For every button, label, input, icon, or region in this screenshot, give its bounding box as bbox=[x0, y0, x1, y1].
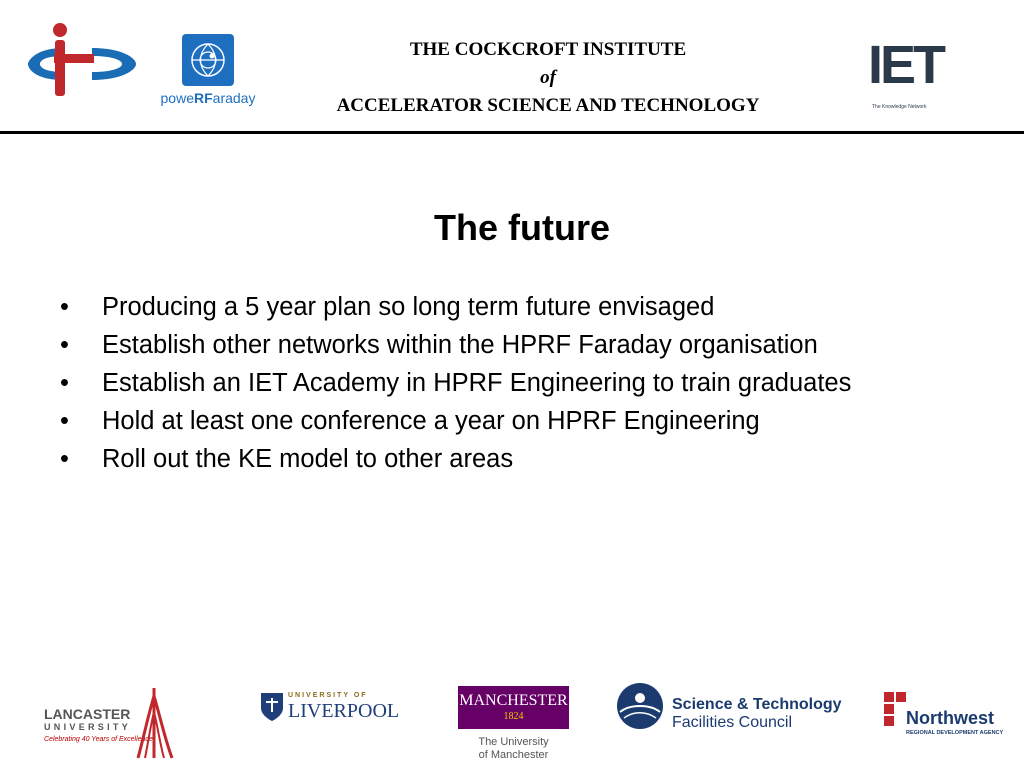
header bbox=[0, 0, 1024, 134]
bullet-text: Establish other networks within the HPRF Faraday organisation bbox=[102, 331, 818, 359]
bullet-icon: • bbox=[60, 369, 69, 397]
institute-title-line2: of bbox=[540, 67, 556, 88]
liverpool-name: LIVERPOOL bbox=[288, 700, 400, 722]
iet-mark: IET bbox=[868, 35, 944, 95]
bullet-text: Roll out the KE model to other areas bbox=[102, 445, 514, 473]
liverpool-university-logo bbox=[258, 690, 400, 726]
bullet-list bbox=[60, 288, 1000, 478]
list-item bbox=[60, 440, 1000, 478]
northwest-squares-icon bbox=[884, 692, 906, 726]
manchester-sub2: of Manchester bbox=[478, 749, 549, 761]
lancaster-name: LANCASTER bbox=[44, 706, 131, 722]
stfc-globe-icon bbox=[616, 682, 664, 730]
iet-logo bbox=[868, 35, 972, 116]
cockcroft-institute-logo bbox=[24, 22, 140, 102]
bullet-text: Establish an IET Academy in HPRF Engineering to train graduates bbox=[102, 369, 852, 397]
bullet-text: Producing a 5 year plan so long term future envisaged bbox=[102, 293, 715, 321]
liverpool-uni: UNIVERSITY OF bbox=[288, 692, 368, 699]
manchester-name: MANCHESTER bbox=[459, 692, 568, 709]
institute-title-line3: ACCELERATOR SCIENCE AND TECHNOLOGY bbox=[336, 95, 760, 116]
powerfaraday-logo bbox=[152, 34, 264, 110]
lancaster-uni: UNIVERSITY bbox=[44, 722, 132, 732]
northwest-rda-logo bbox=[884, 692, 1004, 738]
northwest-sub: REGIONAL DEVELOPMENT AGENCY bbox=[906, 730, 1004, 736]
stfc-line2: Facilities Council bbox=[672, 714, 793, 731]
slide-title: The future bbox=[434, 207, 610, 248]
iet-tagline: The Knowledge Network bbox=[872, 104, 927, 110]
institute-title-line1: THE COCKCROFT INSTITUTE bbox=[409, 39, 687, 60]
stfc-logo bbox=[616, 682, 842, 734]
manchester-year: 1824 bbox=[503, 711, 524, 722]
northwest-name: Northwest bbox=[906, 708, 995, 728]
list-item bbox=[60, 402, 1000, 440]
list-item bbox=[60, 288, 1000, 326]
manchester-university-logo bbox=[458, 686, 570, 762]
lancaster-anniversary: Celebrating 40 Years of Excellence bbox=[44, 736, 153, 743]
bullet-icon: • bbox=[60, 407, 69, 435]
powerfaraday-wordmark: poweRFaraday bbox=[160, 90, 256, 106]
bullet-icon: • bbox=[60, 331, 69, 359]
bullet-text: Hold at least one conference a year on HPRF Engineering bbox=[102, 407, 760, 435]
antenna-icon bbox=[182, 34, 234, 86]
liverpool-crest-icon bbox=[260, 692, 284, 722]
lancaster-university-logo bbox=[40, 686, 180, 760]
header-divider bbox=[0, 131, 1024, 134]
lancaster-arches-icon bbox=[134, 686, 178, 760]
bullet-icon: • bbox=[60, 293, 69, 321]
stfc-line1: Science & Technology bbox=[672, 696, 842, 713]
list-item bbox=[60, 326, 1000, 364]
bullet-icon: • bbox=[60, 445, 69, 473]
institute-title bbox=[290, 36, 806, 120]
manchester-sub1: The University bbox=[478, 736, 549, 748]
list-item bbox=[60, 364, 1000, 402]
